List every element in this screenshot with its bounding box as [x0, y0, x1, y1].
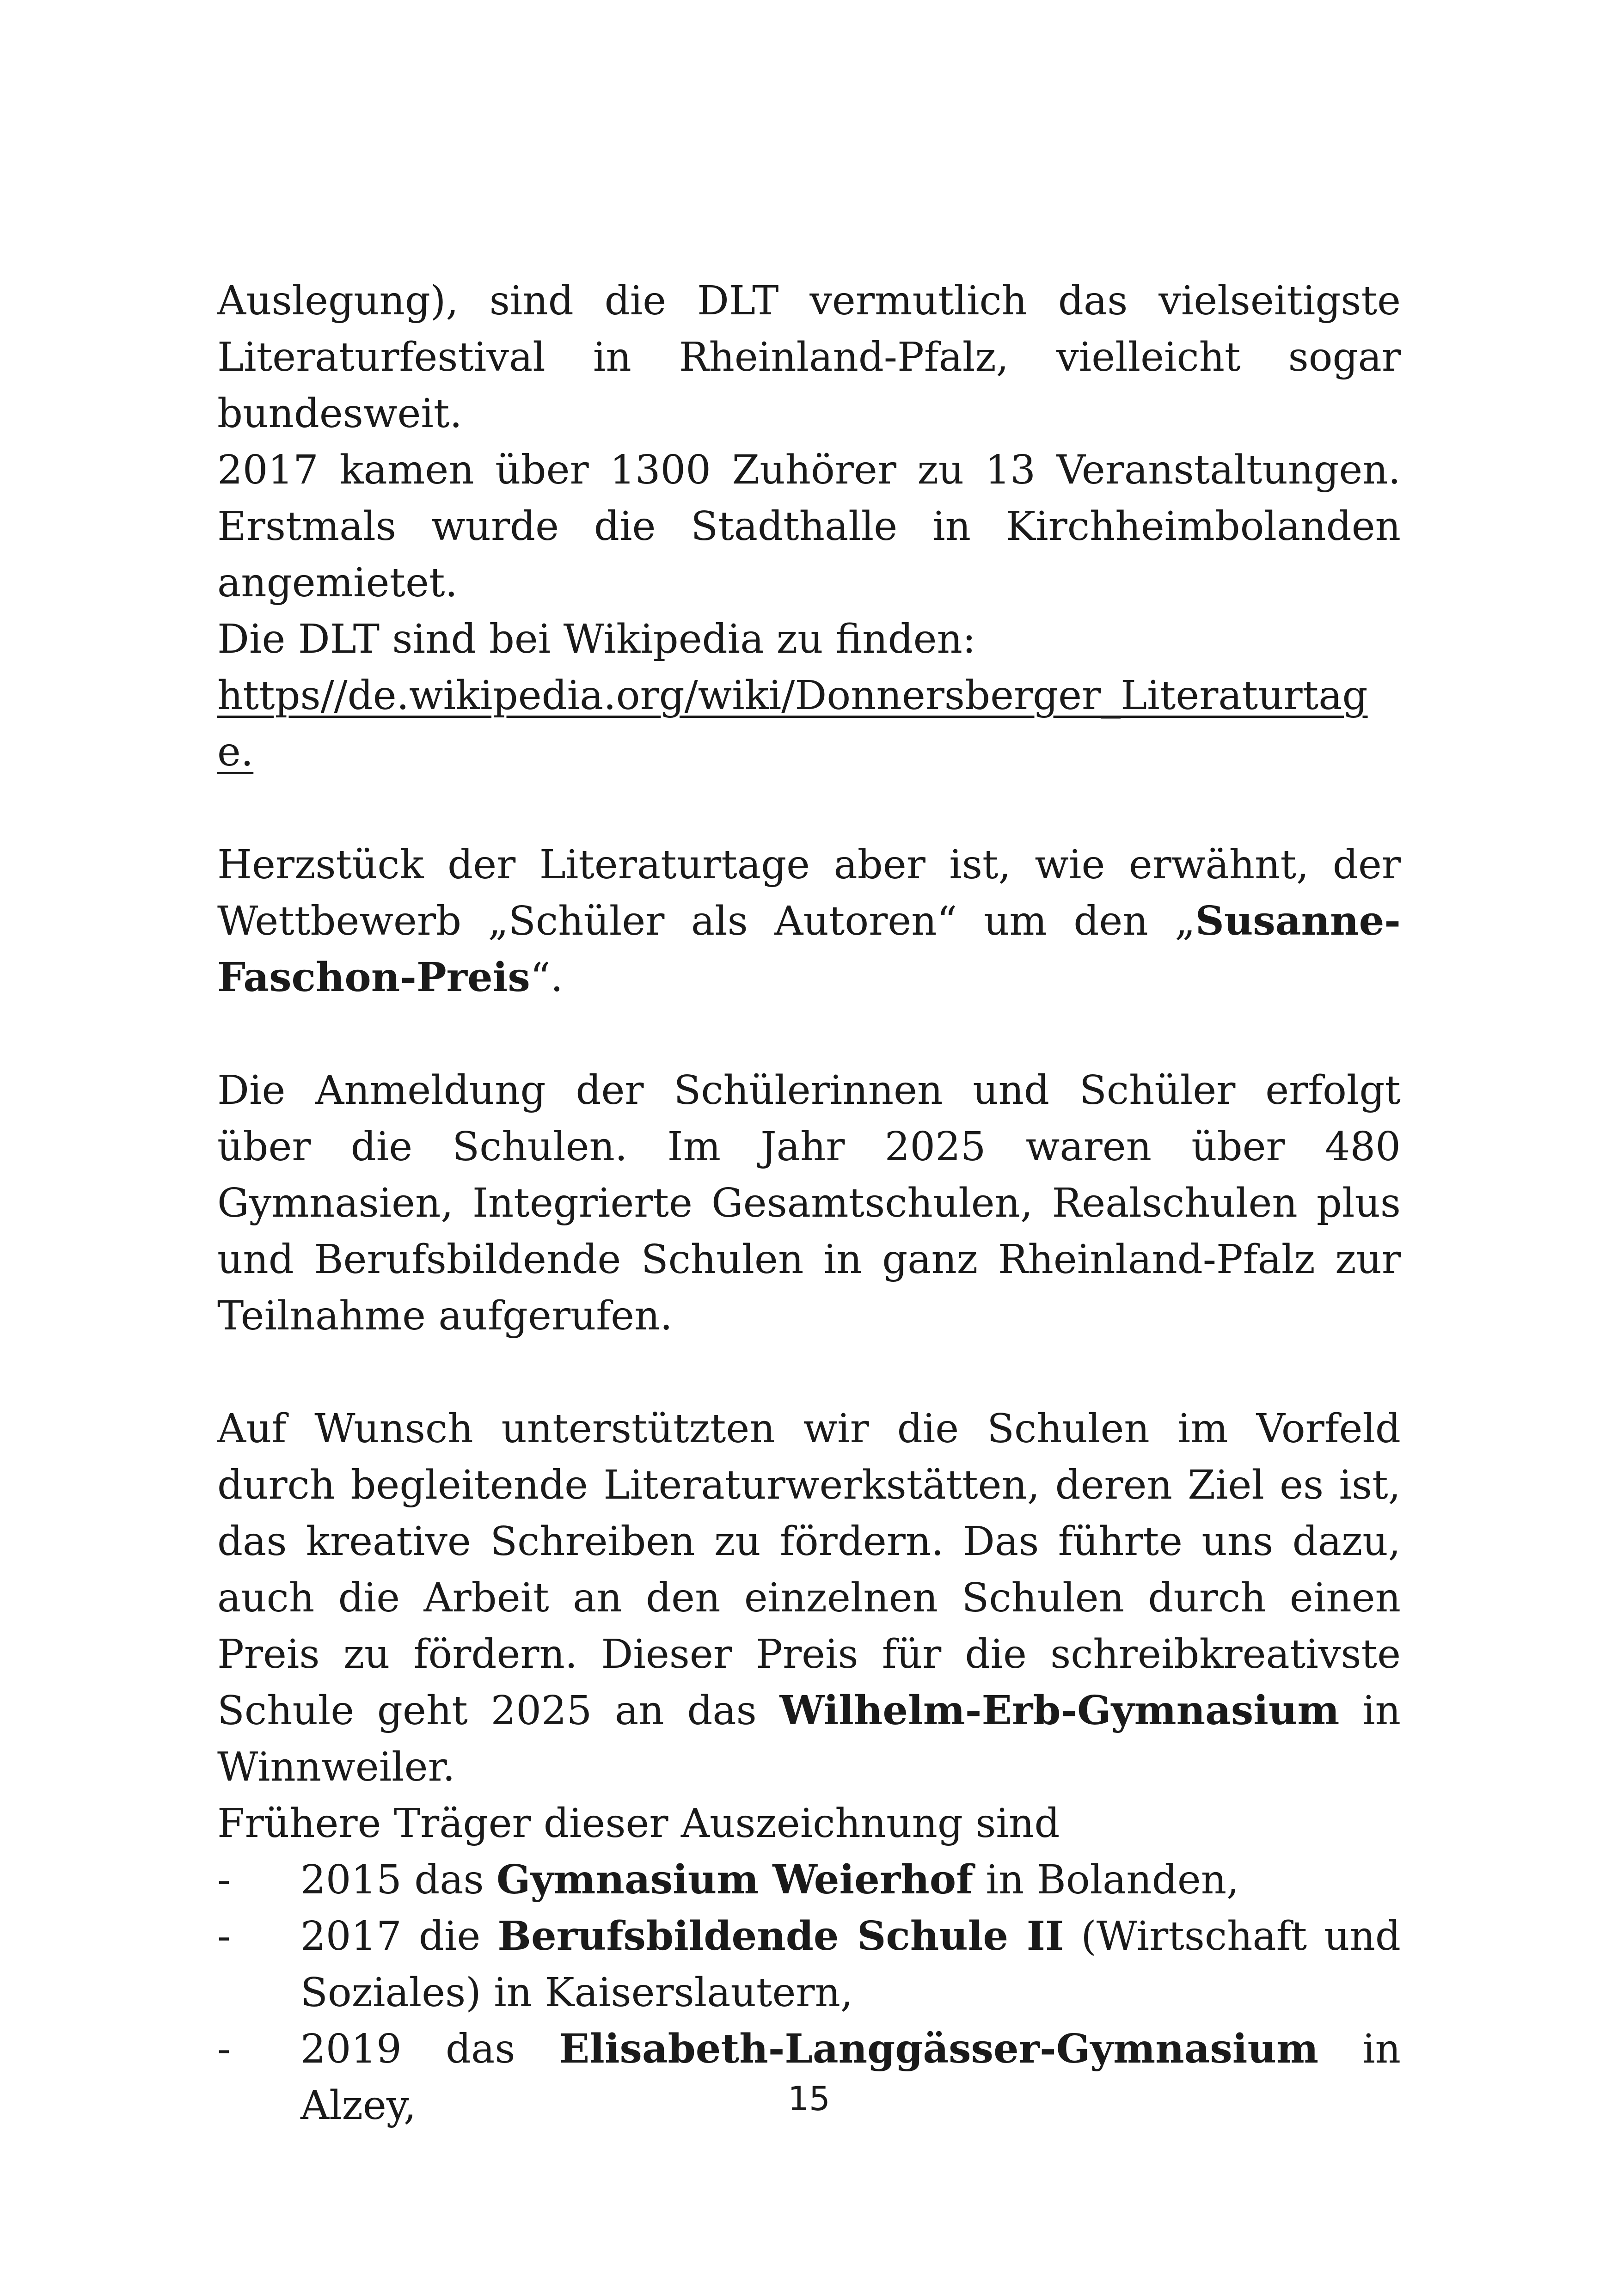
list-item-prefix: 2017 die	[300, 1913, 498, 1959]
list-item-suffix: in Alzey,	[300, 2026, 1401, 2129]
paragraph-gap	[217, 780, 1401, 837]
competition-text-end: “.	[530, 955, 564, 1001]
paragraph-wikipedia-intro: Die DLT sind bei Wikipedia zu finden:	[217, 616, 976, 662]
list-dash: -	[217, 1857, 231, 1903]
list-dash: -	[217, 2026, 231, 2072]
list-item-school: Berufsbildende Schule II	[497, 1913, 1064, 1959]
paragraph-gap	[217, 1006, 1401, 1062]
list-item-prefix: 2015 das	[300, 1857, 496, 1903]
list-item	[217, 1908, 1401, 2021]
page-body	[217, 273, 1401, 2134]
list-item-school: Elisabeth-Langgässer-Gymnasium	[559, 2026, 1318, 2072]
list-item-suffix: in Bolanden,	[973, 1857, 1239, 1903]
wikipedia-link-line	[217, 667, 1401, 780]
paragraph-2017-visitors: 2017 kamen über 1300 Zuhörer zu 13 Veranstaltungen. Erstmals wurde die Stadthalle in Kirchheimbolanden angemietet.	[217, 447, 1401, 606]
page-number: 15	[788, 2079, 830, 2118]
prize-name: Susanne-Faschon-Preis	[217, 898, 1401, 1001]
list-item-prefix: 2019 das	[300, 2026, 559, 2072]
list-item	[217, 1852, 1401, 1908]
list-dash: -	[217, 1913, 231, 1959]
paragraph-competition	[217, 837, 1401, 1006]
paragraph-registration: Die Anmeldung der Schülerinnen und Schüler erfolgt über die Schulen. Im Jahr 2025 waren über 480 Gymnasien, Integrierte Gesamtschulen, Realschulen plus und Berufsbildende Schulen in ganz Rheinland-Pfalz zur Teilnahme aufgerufen.	[217, 1067, 1401, 1339]
school-prize-text: Auf Wunsch unterstützten wir die Schulen im Vorfeld durch begleitende Literaturwerkstätten, deren Ziel es ist, das kreative Schreiben zu fördern. Das führte uns dazu, auch die Arbeit an den einzelnen Schulen durch einen Preis zu fördern. Dieser Preis für die schreibkreativste Schule geht 2025 an das	[217, 1406, 1401, 1734]
paragraph-school-prize	[217, 1401, 1401, 1795]
school-prize-winner: Wilhelm-Erb-Gymnasium	[779, 1687, 1340, 1734]
list-item-school: Gymnasium Weierhof	[496, 1856, 974, 1903]
paragraph-dlt-festival: Auslegung), sind die DLT vermutlich das vielseitigste Literaturfestival in Rheinland-Pfalz, vielleicht sogar bundesweit.	[217, 278, 1401, 437]
paragraph-gap	[217, 1344, 1401, 1401]
school-prize-text-end: in Winnweiler.	[217, 1688, 1401, 1790]
paragraph-former-winners: Frühere Träger dieser Auszeichnung sind	[217, 1800, 1060, 1847]
competition-text: Herzstück der Literaturtage aber ist, wie erwähnt, der Wettbewerb „Schüler als Autoren“ um den „	[217, 842, 1401, 944]
wikipedia-link[interactable]: https//de.wikipedia.org/wiki/Donnersberger_Literaturtage.	[217, 673, 1368, 775]
list-item-suffix: (Wirtschaft und Soziales) in Kaiserslautern,	[300, 1913, 1401, 2016]
